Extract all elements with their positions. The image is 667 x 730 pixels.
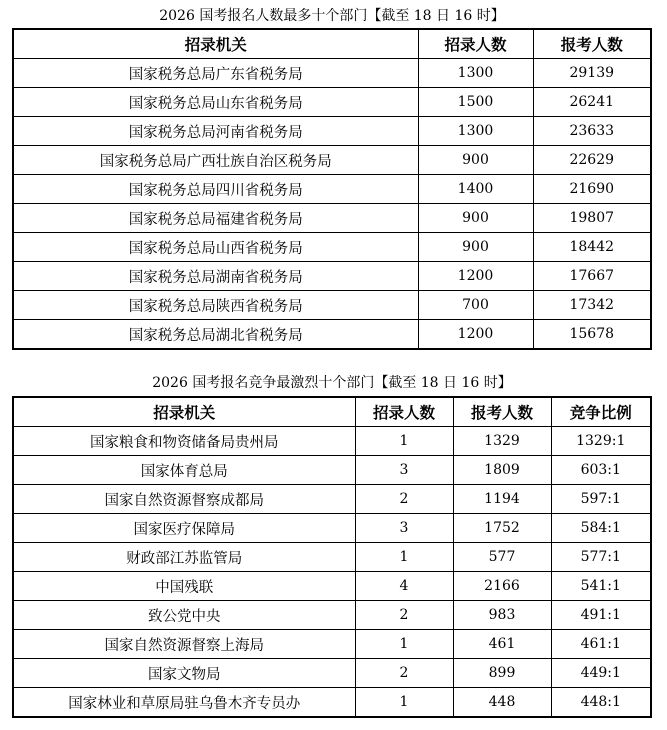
table-row <box>13 659 651 688</box>
cell-positions: 1500 <box>418 88 533 117</box>
cell-positions: 2 <box>355 485 453 514</box>
cell-positions: 4 <box>355 572 453 601</box>
table-row <box>13 117 651 146</box>
cell-agency: 国家税务总局湖北省税务局 <box>13 320 418 350</box>
cell-applicants: 21690 <box>533 175 651 204</box>
cell-applicants: 2166 <box>453 572 551 601</box>
cell-ratio: 449:1 <box>551 659 651 688</box>
cell-agency: 国家税务总局广东省税务局 <box>13 59 418 88</box>
cell-agency: 国家自然资源督察上海局 <box>13 630 355 659</box>
cell-applicants: 899 <box>453 659 551 688</box>
header-positions: 招录人数 <box>355 397 453 427</box>
cell-applicants: 1809 <box>453 456 551 485</box>
cell-positions: 900 <box>418 146 533 175</box>
header-positions: 招录人数 <box>418 29 533 59</box>
cell-ratio: 584:1 <box>551 514 651 543</box>
cell-agency: 致公党中央 <box>13 601 355 630</box>
cell-applicants: 461 <box>453 630 551 659</box>
cell-agency: 国家税务总局湖南省税务局 <box>13 262 418 291</box>
table-row <box>13 204 651 233</box>
cell-positions: 1300 <box>418 59 533 88</box>
cell-positions: 2 <box>355 601 453 630</box>
table-row <box>13 262 651 291</box>
cell-agency: 国家税务总局山东省税务局 <box>13 88 418 117</box>
table-row <box>13 688 651 718</box>
cell-agency: 国家体育总局 <box>13 456 355 485</box>
most-competitive-table <box>12 396 652 718</box>
cell-applicants: 1194 <box>453 485 551 514</box>
table-row <box>13 485 651 514</box>
cell-positions: 3 <box>355 514 453 543</box>
cell-agency: 国家税务总局广西壮族自治区税务局 <box>13 146 418 175</box>
cell-ratio: 461:1 <box>551 630 651 659</box>
table-row <box>13 291 651 320</box>
cell-positions: 1 <box>355 630 453 659</box>
cell-positions: 1300 <box>418 117 533 146</box>
table-row <box>13 175 651 204</box>
cell-applicants: 1329 <box>453 427 551 456</box>
table-row <box>13 456 651 485</box>
cell-agency: 国家粮食和物资储备局贵州局 <box>13 427 355 456</box>
cell-agency: 国家税务总局河南省税务局 <box>13 117 418 146</box>
cell-applicants: 23633 <box>533 117 651 146</box>
cell-positions: 1 <box>355 543 453 572</box>
table-row <box>13 427 651 456</box>
cell-agency: 国家医疗保障局 <box>13 514 355 543</box>
table-row <box>13 630 651 659</box>
cell-applicants: 26241 <box>533 88 651 117</box>
cell-applicants: 15678 <box>533 320 651 350</box>
cell-agency: 国家税务总局四川省税务局 <box>13 175 418 204</box>
cell-applicants: 17667 <box>533 262 651 291</box>
cell-agency: 国家文物局 <box>13 659 355 688</box>
cell-positions: 1 <box>355 688 453 718</box>
table-row <box>13 320 651 350</box>
cell-positions: 1400 <box>418 175 533 204</box>
header-agency: 招录机关 <box>13 29 418 59</box>
cell-positions: 900 <box>418 233 533 262</box>
cell-applicants: 18442 <box>533 233 651 262</box>
cell-positions: 1200 <box>418 320 533 350</box>
most-applicants-table <box>12 28 652 350</box>
table-row <box>13 572 651 601</box>
cell-positions: 1 <box>355 427 453 456</box>
cell-applicants: 1752 <box>453 514 551 543</box>
header-ratio: 竞争比例 <box>551 397 651 427</box>
table-row <box>13 601 651 630</box>
cell-ratio: 597:1 <box>551 485 651 514</box>
cell-ratio: 603:1 <box>551 456 651 485</box>
cell-applicants: 448 <box>453 688 551 718</box>
cell-positions: 2 <box>355 659 453 688</box>
cell-applicants: 983 <box>453 601 551 630</box>
cell-agency: 中国残联 <box>13 572 355 601</box>
cell-ratio: 541:1 <box>551 572 651 601</box>
table-row <box>13 514 651 543</box>
cell-applicants: 577 <box>453 543 551 572</box>
table-row <box>13 88 651 117</box>
cell-ratio: 491:1 <box>551 601 651 630</box>
cell-ratio: 1329:1 <box>551 427 651 456</box>
header-applicants: 报考人数 <box>453 397 551 427</box>
cell-positions: 1200 <box>418 262 533 291</box>
table-row <box>13 59 651 88</box>
cell-ratio: 448:1 <box>551 688 651 718</box>
table2-caption: 2026 国考报名竞争最激烈十个部门【截至 18 日 16 时】 <box>152 375 512 391</box>
cell-agency: 国家税务总局陕西省税务局 <box>13 291 418 320</box>
table-header-row <box>13 397 651 427</box>
cell-applicants: 22629 <box>533 146 651 175</box>
cell-agency: 国家自然资源督察成都局 <box>13 485 355 514</box>
cell-ratio: 577:1 <box>551 543 651 572</box>
cell-applicants: 29139 <box>533 59 651 88</box>
header-applicants: 报考人数 <box>533 29 651 59</box>
cell-positions: 3 <box>355 456 453 485</box>
cell-agency: 财政部江苏监管局 <box>13 543 355 572</box>
table-row <box>13 543 651 572</box>
table-row <box>13 146 651 175</box>
cell-agency: 国家税务总局福建省税务局 <box>13 204 418 233</box>
cell-positions: 700 <box>418 291 533 320</box>
cell-agency: 国家税务总局山西省税务局 <box>13 233 418 262</box>
cell-agency: 国家林业和草原局驻乌鲁木齐专员办 <box>13 688 355 718</box>
cell-positions: 900 <box>418 204 533 233</box>
table-header-row <box>13 29 651 59</box>
cell-applicants: 17342 <box>533 291 651 320</box>
header-agency: 招录机关 <box>13 397 355 427</box>
table1-caption: 2026 国考报名人数最多十个部门【截至 18 日 16 时】 <box>159 8 505 24</box>
cell-applicants: 19807 <box>533 204 651 233</box>
table-row <box>13 233 651 262</box>
